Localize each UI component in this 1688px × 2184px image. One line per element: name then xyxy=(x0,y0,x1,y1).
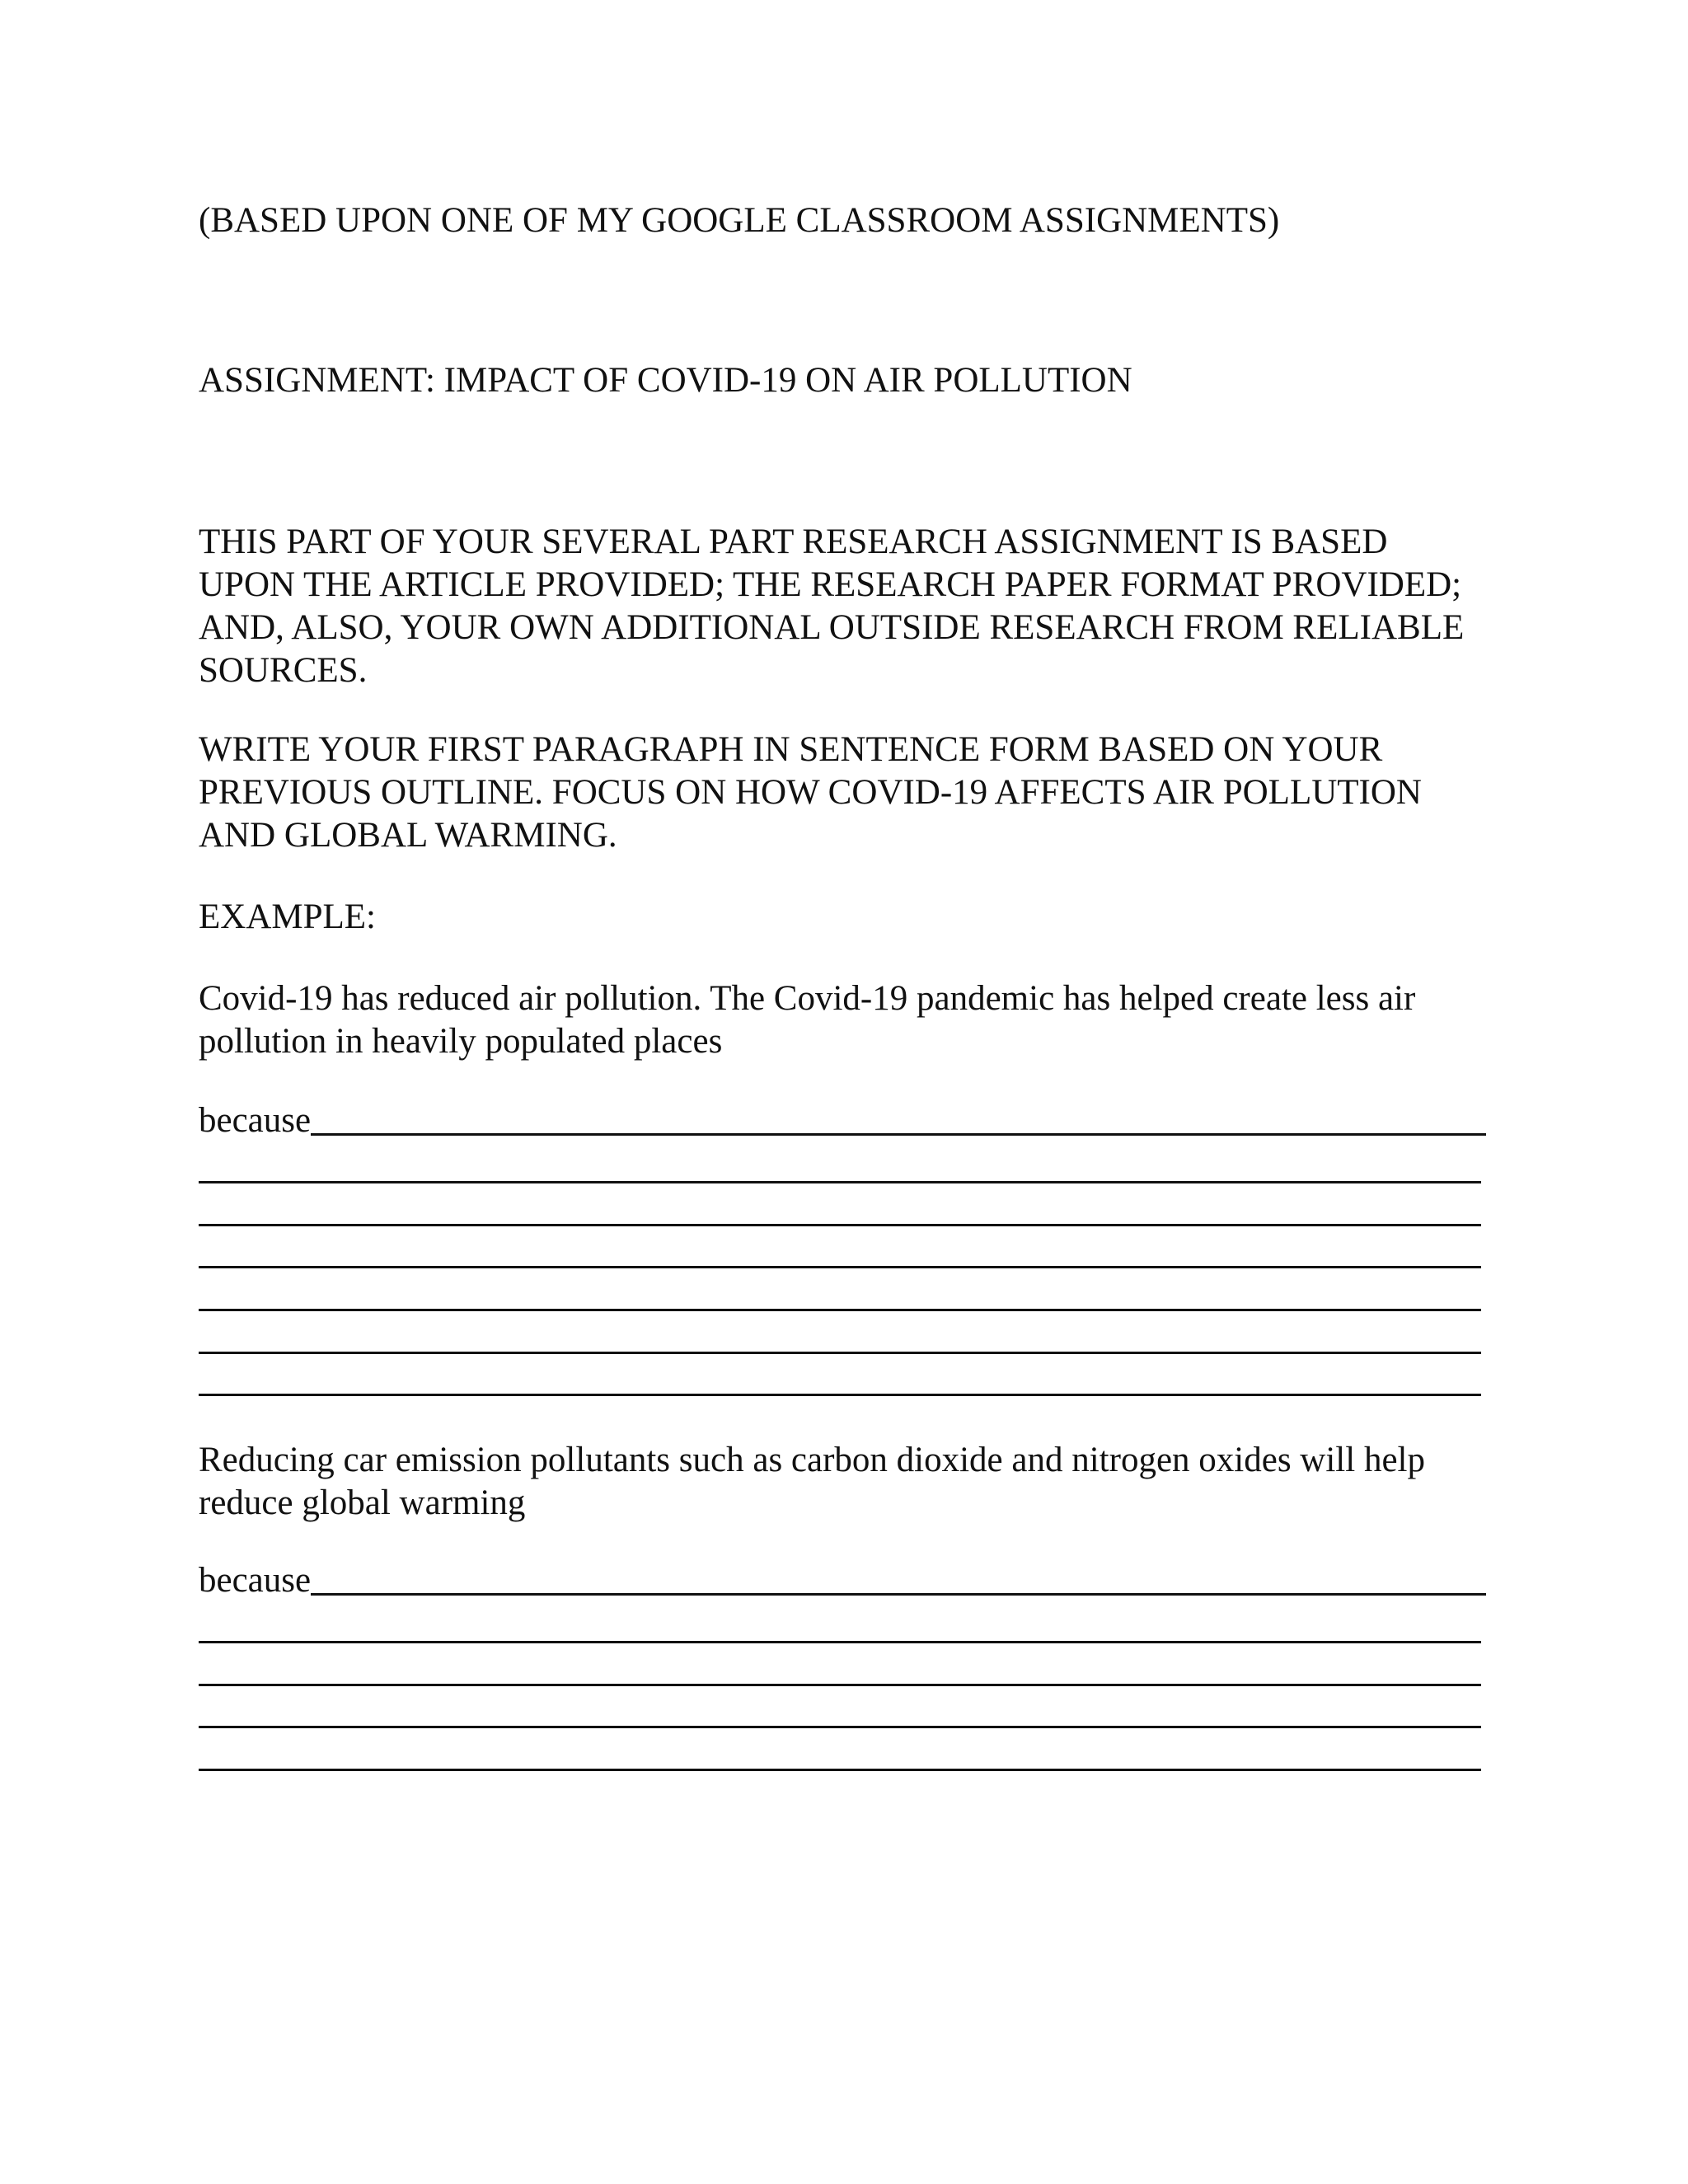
prompt-1-answer-line-2[interactable] xyxy=(199,1224,1481,1226)
prompt-1-answer-line-5[interactable] xyxy=(199,1352,1481,1354)
prompt-1-answer-line-3[interactable] xyxy=(199,1266,1481,1268)
assignment-title: ASSIGNMENT: IMPACT OF COVID-19 ON AIR POLLUTION xyxy=(199,361,1132,400)
prompt-1-answer-line-6[interactable] xyxy=(199,1394,1481,1396)
prompt-2-because-row[interactable] xyxy=(199,1553,1486,1602)
prompt-2-answer-line-2[interactable] xyxy=(199,1684,1481,1686)
prompt-2-text: Reducing car emission pollutants such as carbon dioxide and nitrogen oxides will help reduce global warming xyxy=(199,1441,1425,1522)
prompt-1-answer-line-1[interactable] xyxy=(199,1181,1481,1183)
prompt-1-text: Covid-19 has reduced air pollution. The Covid-19 pandemic has helped create less air pollution in heavily populated places xyxy=(199,979,1416,1061)
prompt-1-answer-line-0[interactable] xyxy=(311,1133,1486,1136)
prompt-2-answer-line-0[interactable] xyxy=(311,1593,1486,1596)
prompt-2-answer-line-1[interactable] xyxy=(199,1641,1481,1643)
prompt-2-answer-line-3[interactable] xyxy=(199,1726,1481,1728)
prompt-2-answer-line-4[interactable] xyxy=(199,1769,1481,1771)
prompt-1-because-row[interactable] xyxy=(199,1093,1486,1142)
prompt-2-lead-word: because xyxy=(199,1561,312,1600)
instructions-paragraph-1: THIS PART OF YOUR SEVERAL PART RESEARCH ASSIGNMENT IS BASED UPON THE ARTICLE PROVIDED; THE RESEARCH PAPER FORMAT PROVIDED; AND, ALSO, YOUR OWN ADDITIONAL OUTSIDE RESEARCH FROM RELIABLE SOURCES. xyxy=(199,523,1465,690)
header-note: (BASED UPON ONE OF MY GOOGLE CLASSROOM ASSIGNMENTS) xyxy=(199,201,1280,240)
instructions-paragraph-2: WRITE YOUR FIRST PARAGRAPH IN SENTENCE FORM BASED ON YOUR PREVIOUS OUTLINE. FOCUS ON HOW COVID-19 AFFECTS AIR POLLUTION AND GLOBAL WARMING. xyxy=(199,730,1422,855)
prompt-1-answer-line-4[interactable] xyxy=(199,1309,1481,1311)
prompt-1-lead-word: because xyxy=(199,1101,312,1140)
example-label: EXAMPLE: xyxy=(199,898,376,936)
